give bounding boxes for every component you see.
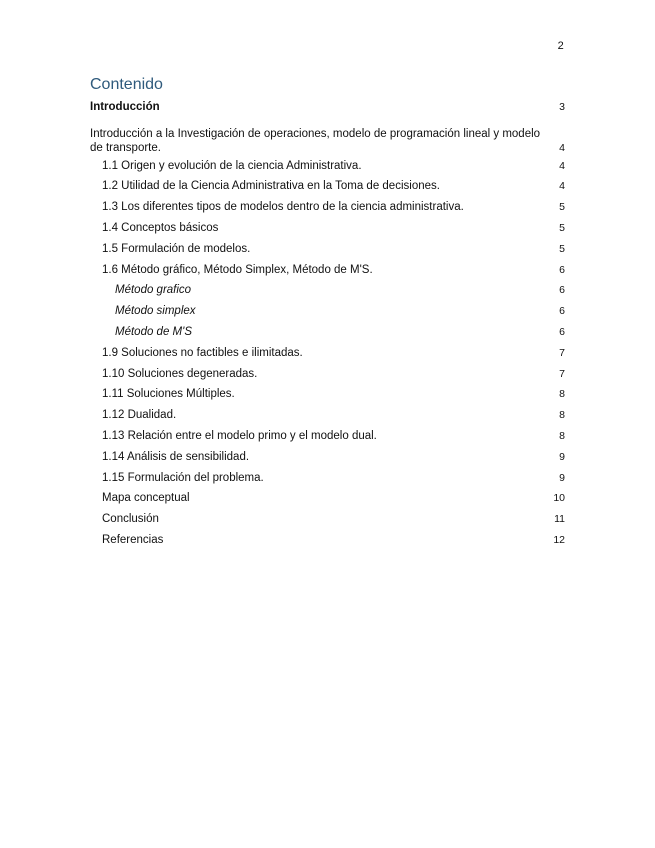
toc-entry-label: 1.11 Soluciones Múltiples. [102, 388, 235, 401]
toc-entry-label: 1.3 Los diferentes tipos de modelos dentro de la ciencia administrativa. [102, 201, 464, 214]
toc-entry-1-11[interactable] [90, 384, 565, 405]
toc-entry-label: 1.1 Origen y evolución de la ciencia Administrativa. [102, 159, 362, 172]
toc-entry-page: 9 [559, 471, 565, 484]
toc-entry-metodo-grafico[interactable] [90, 280, 565, 301]
toc-entry-label: 1.14 Análisis de sensibilidad. [102, 450, 250, 463]
toc-entry-conclusion[interactable] [90, 508, 565, 529]
toc-entry-page: 10 [553, 492, 565, 505]
toc-entry-page: 3 [559, 100, 565, 113]
toc-entry-1-3[interactable] [90, 196, 565, 217]
toc-entry-metodo-ms[interactable] [90, 321, 565, 342]
toc-entry-introduccion[interactable] [90, 96, 565, 117]
toc-entry-1-14[interactable] [90, 446, 565, 467]
toc-entry-label: 1.4 Conceptos básicos [102, 221, 219, 234]
toc-title: Contenido [90, 76, 163, 93]
toc-entry-label: Método de M'S [115, 325, 192, 338]
toc-entry-page: 4 [559, 159, 565, 172]
toc-entry-1-10[interactable] [90, 363, 565, 384]
toc-entry-page: 6 [559, 305, 565, 318]
toc-entry-page: 4 [559, 141, 565, 154]
toc-entry-label: 1.15 Formulación del problema. [102, 471, 264, 484]
toc-entry-page: 7 [559, 346, 565, 359]
toc-entry-page: 6 [559, 325, 565, 338]
toc-entry-1-12[interactable] [90, 404, 565, 425]
toc-entry-page: 8 [559, 388, 565, 401]
toc-entry-intro-investigacion[interactable] [90, 121, 565, 155]
toc-entry-page: 6 [559, 284, 565, 297]
toc-entry-page: 8 [559, 409, 565, 422]
toc-entry-label: Método simplex [115, 305, 196, 318]
toc-entry-label: Mapa conceptual [102, 492, 190, 505]
toc-entry-referencias[interactable] [90, 529, 565, 550]
toc-entry-label: 1.10 Soluciones degeneradas. [102, 367, 258, 380]
toc-entry-metodo-simplex[interactable] [90, 300, 565, 321]
toc-entry-1-4[interactable] [90, 217, 565, 238]
table-of-contents [90, 96, 565, 550]
toc-entry-label: Referencias [102, 533, 164, 546]
toc-entry-label: Conclusión [102, 513, 159, 526]
toc-entry-page: 6 [559, 263, 565, 276]
toc-entry-page: 8 [559, 429, 565, 442]
toc-entry-1-9[interactable] [90, 342, 565, 363]
toc-entry-page: 5 [559, 221, 565, 234]
toc-entry-page: 7 [559, 367, 565, 380]
toc-entry-page: 9 [559, 450, 565, 463]
toc-entry-label: Método grafico [115, 284, 192, 297]
toc-entry-1-5[interactable] [90, 238, 565, 259]
toc-entry-mapa-conceptual[interactable] [90, 488, 565, 509]
toc-entry-label: 1.5 Formulación de modelos. [102, 242, 251, 255]
toc-entry-label: 1.6 Método gráfico, Método Simplex, Método de M'S. [102, 263, 373, 276]
toc-entry-label: 1.9 Soluciones no factibles e ilimitadas. [102, 346, 303, 359]
toc-entry-1-13[interactable] [90, 425, 565, 446]
toc-entry-label: 1.2 Utilidad de la Ciencia Administrativa en la Toma de decisiones. [102, 180, 440, 193]
toc-entry-page: 5 [559, 201, 565, 214]
toc-entry-1-15[interactable] [90, 467, 565, 488]
toc-entry-label: 1.13 Relación entre el modelo primo y el modelo dual. [102, 429, 377, 442]
toc-entry-page: 12 [553, 533, 565, 546]
toc-entry-1-6[interactable] [90, 259, 565, 280]
toc-entry-label: Introducción [90, 100, 160, 113]
toc-entry-page: 5 [559, 242, 565, 255]
toc-entry-page: 4 [559, 180, 565, 193]
toc-entry-label: 1.12 Dualidad. [102, 409, 177, 422]
toc-entry-1-1[interactable] [90, 155, 565, 176]
toc-entry-label: Introducción a la Investigación de operaciones, modelo de programación lineal y modelo de transporte. [90, 127, 541, 154]
page-number: 2 [557, 40, 564, 52]
toc-entry-1-2[interactable] [90, 176, 565, 197]
toc-entry-page: 11 [554, 513, 565, 526]
